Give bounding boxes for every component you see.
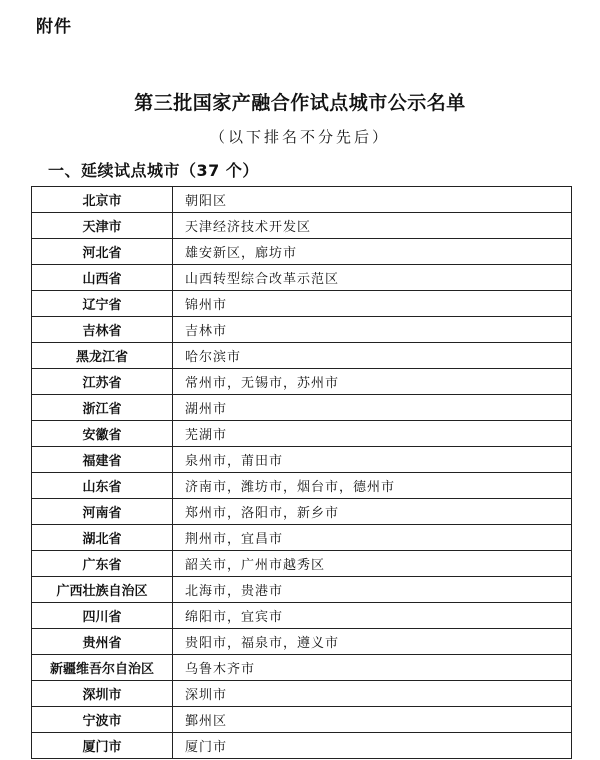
- table-row: [32, 499, 572, 525]
- table-row: [32, 629, 572, 655]
- province-cell: 河南省: [32, 499, 173, 525]
- table-row: [32, 473, 572, 499]
- cities-cell: 贵阳市，福泉市，遵义市: [173, 629, 572, 655]
- table-row: [32, 395, 572, 421]
- province-cell: 山西省: [32, 265, 173, 291]
- document-subtitle: （以下排名不分先后）: [209, 128, 390, 146]
- table-row: [32, 551, 572, 577]
- cities-cell: 朝阳区: [173, 187, 572, 213]
- table-row: [32, 525, 572, 551]
- province-cell: 广东省: [32, 551, 173, 577]
- cities-cell: 湖州市: [173, 395, 572, 421]
- table-row: [32, 265, 572, 291]
- table-row: [32, 369, 572, 395]
- table-row: [32, 291, 572, 317]
- cities-cell: 常州市，无锡市，苏州市: [173, 369, 572, 395]
- cities-cell: 吉林市: [173, 317, 572, 343]
- province-cell: 辽宁省: [32, 291, 173, 317]
- province-cell: 湖北省: [32, 525, 173, 551]
- cities-cell: 深圳市: [173, 681, 572, 707]
- province-cell: 新疆维吾尔自治区: [32, 655, 173, 681]
- province-cell: 北京市: [32, 187, 173, 213]
- cities-cell: 郑州市，洛阳市，新乡市: [173, 499, 572, 525]
- table-row: [32, 421, 572, 447]
- cities-cell: 北海市，贵港市: [173, 577, 572, 603]
- province-cell: 江苏省: [32, 369, 173, 395]
- cities-cell: 芜湖市: [173, 421, 572, 447]
- province-cell: 吉林省: [32, 317, 173, 343]
- province-cell: 厦门市: [32, 733, 173, 759]
- table-row: [32, 187, 572, 213]
- cities-cell: 荆州市，宜昌市: [173, 525, 572, 551]
- province-cell: 安徽省: [32, 421, 173, 447]
- document-title: 第三批国家产融合作试点城市公示名单: [134, 92, 466, 114]
- province-cell: 贵州省: [32, 629, 173, 655]
- pilot-cities-table-body: [32, 187, 572, 759]
- cities-cell: 山西转型综合改革示范区: [173, 265, 572, 291]
- table-row: [32, 707, 572, 733]
- province-cell: 广西壮族自治区: [32, 577, 173, 603]
- table-row: [32, 239, 572, 265]
- cities-cell: 厦门市: [173, 733, 572, 759]
- province-cell: 黑龙江省: [32, 343, 173, 369]
- province-cell: 浙江省: [32, 395, 173, 421]
- table-row: [32, 577, 572, 603]
- province-cell: 河北省: [32, 239, 173, 265]
- province-cell: 福建省: [32, 447, 173, 473]
- section-heading: 一、延续试点城市（37 个）: [48, 161, 259, 180]
- cities-cell: 绵阳市，宜宾市: [173, 603, 572, 629]
- table-row: [32, 655, 572, 681]
- table-row: [32, 317, 572, 343]
- cities-cell: 乌鲁木齐市: [173, 655, 572, 681]
- table-row: [32, 447, 572, 473]
- province-cell: 四川省: [32, 603, 173, 629]
- cities-cell: 韶关市，广州市越秀区: [173, 551, 572, 577]
- table-row: [32, 733, 572, 759]
- attachment-label: 附件: [36, 17, 72, 37]
- province-cell: 宁波市: [32, 707, 173, 733]
- cities-cell: 哈尔滨市: [173, 343, 572, 369]
- table-row: [32, 603, 572, 629]
- cities-cell: 锦州市: [173, 291, 572, 317]
- cities-cell: 天津经济技术开发区: [173, 213, 572, 239]
- cities-cell: 雄安新区，廊坊市: [173, 239, 572, 265]
- table-row: [32, 213, 572, 239]
- pilot-cities-table: [31, 186, 572, 759]
- cities-cell: 泉州市，莆田市: [173, 447, 572, 473]
- province-cell: 山东省: [32, 473, 173, 499]
- province-cell: 深圳市: [32, 681, 173, 707]
- cities-cell: 济南市，潍坊市，烟台市，德州市: [173, 473, 572, 499]
- province-cell: 天津市: [32, 213, 173, 239]
- table-row: [32, 343, 572, 369]
- table-row: [32, 681, 572, 707]
- cities-cell: 鄞州区: [173, 707, 572, 733]
